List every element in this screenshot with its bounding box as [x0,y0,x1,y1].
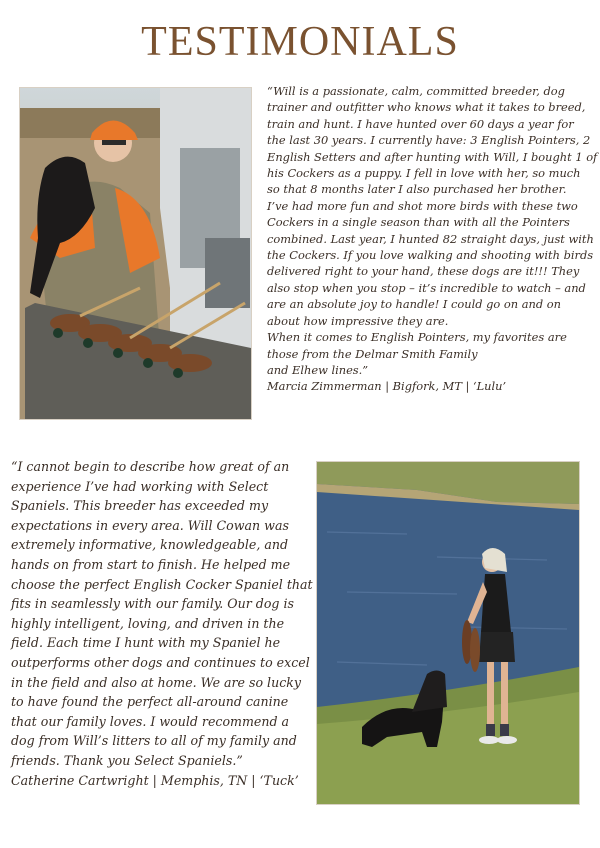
quote-line: dog from Will’s litters to all of my family and [11,733,297,749]
quote-line: trainer and outfitter who knows what it takes to breed, [267,100,586,115]
quote-line: expectations in every area. Will Cowan was [11,517,289,533]
quote-line: and Elhew lines.” [267,362,369,377]
quote-line: his Cockers as a puppy. I fell in love with her, so much [267,166,581,181]
testimonial-zimmerman [267,83,598,395]
quote-line: the Cockers. If you love walking and shooting with birds [267,248,594,263]
quote-line: delivered right to your hand, these dogs are it!!! They [267,264,580,279]
page-title: TESTIMONIALS [141,19,459,65]
testimonial-text [11,457,313,771]
quote-line: the last 30 years. I currently have: 3 English Pointers, 2 [267,133,591,148]
woman-with-spaniels-photo [316,461,580,805]
quote-line: “Will is a passionate, calm, committed breeder, dog [267,84,565,98]
quote-line: experience I’ve had working with Select [11,478,269,494]
quote-line: in the field and also at home. We are so lucky [11,674,301,690]
testimonial-cartwright [11,457,313,790]
quote-line: those from the Delmar Smith Family [267,346,478,361]
quote-line: field. Each time I hunt with my Spaniel he [11,635,281,651]
quote-line: English Setters and after hunting with Will, I bought 1 of [267,149,598,164]
quote-line: train and hunt. I have hunted over 60 days a year for [267,116,574,131]
quote-line: highly intelligent, loving, and driven in the [11,615,285,631]
quote-line: Spaniels. This breeder has exceeded my [11,498,269,514]
quote-line: Cockers in a single season than with all the Pointers [267,215,570,230]
quote-line: are an absolute joy to handle! I could go on and on [267,297,561,312]
testimonial-attribution: Marcia Zimmerman | Bigfork, MT | ‘Lulu’ [267,379,507,394]
hunter-with-dog-photo [19,87,252,420]
quote-line: hands on from start to finish. He helped me [11,556,291,572]
testimonial-text [267,83,598,378]
quote-line: to have found the perfect all-around canine [11,694,289,710]
testimonial-attribution: Catherine Cartwright | Memphis, TN | ‘Tuck’ [11,772,299,788]
quote-line: friends. Thank you Select Spaniels.” [11,752,243,768]
quote-line: When it comes to English Pointers, my favorites are [267,330,567,345]
quote-line: “I cannot begin to describe how great of an [11,459,290,474]
quote-line: I’ve had more fun and shot more birds with these two [267,198,578,213]
quote-line: fits in seamlessly with our family. Our dog is [11,596,294,612]
quote-line: combined. Last year, I hunted 82 straight days, just with [267,231,594,246]
quote-line: also stop when you stop – it’s incredible to watch – and [267,280,586,295]
quote-line: outperforms other dogs and continues to excel [11,654,310,670]
quote-line: extremely informative, knowledgeable, and [11,537,289,553]
quote-line: so that 8 months later I also purchased her brother. [267,182,567,197]
quote-line: about how impressive they are. [267,313,449,328]
quote-line: that our family loves. I would recommend a [11,713,290,729]
quote-line: choose the perfect English Cocker Spaniel that [11,576,313,592]
